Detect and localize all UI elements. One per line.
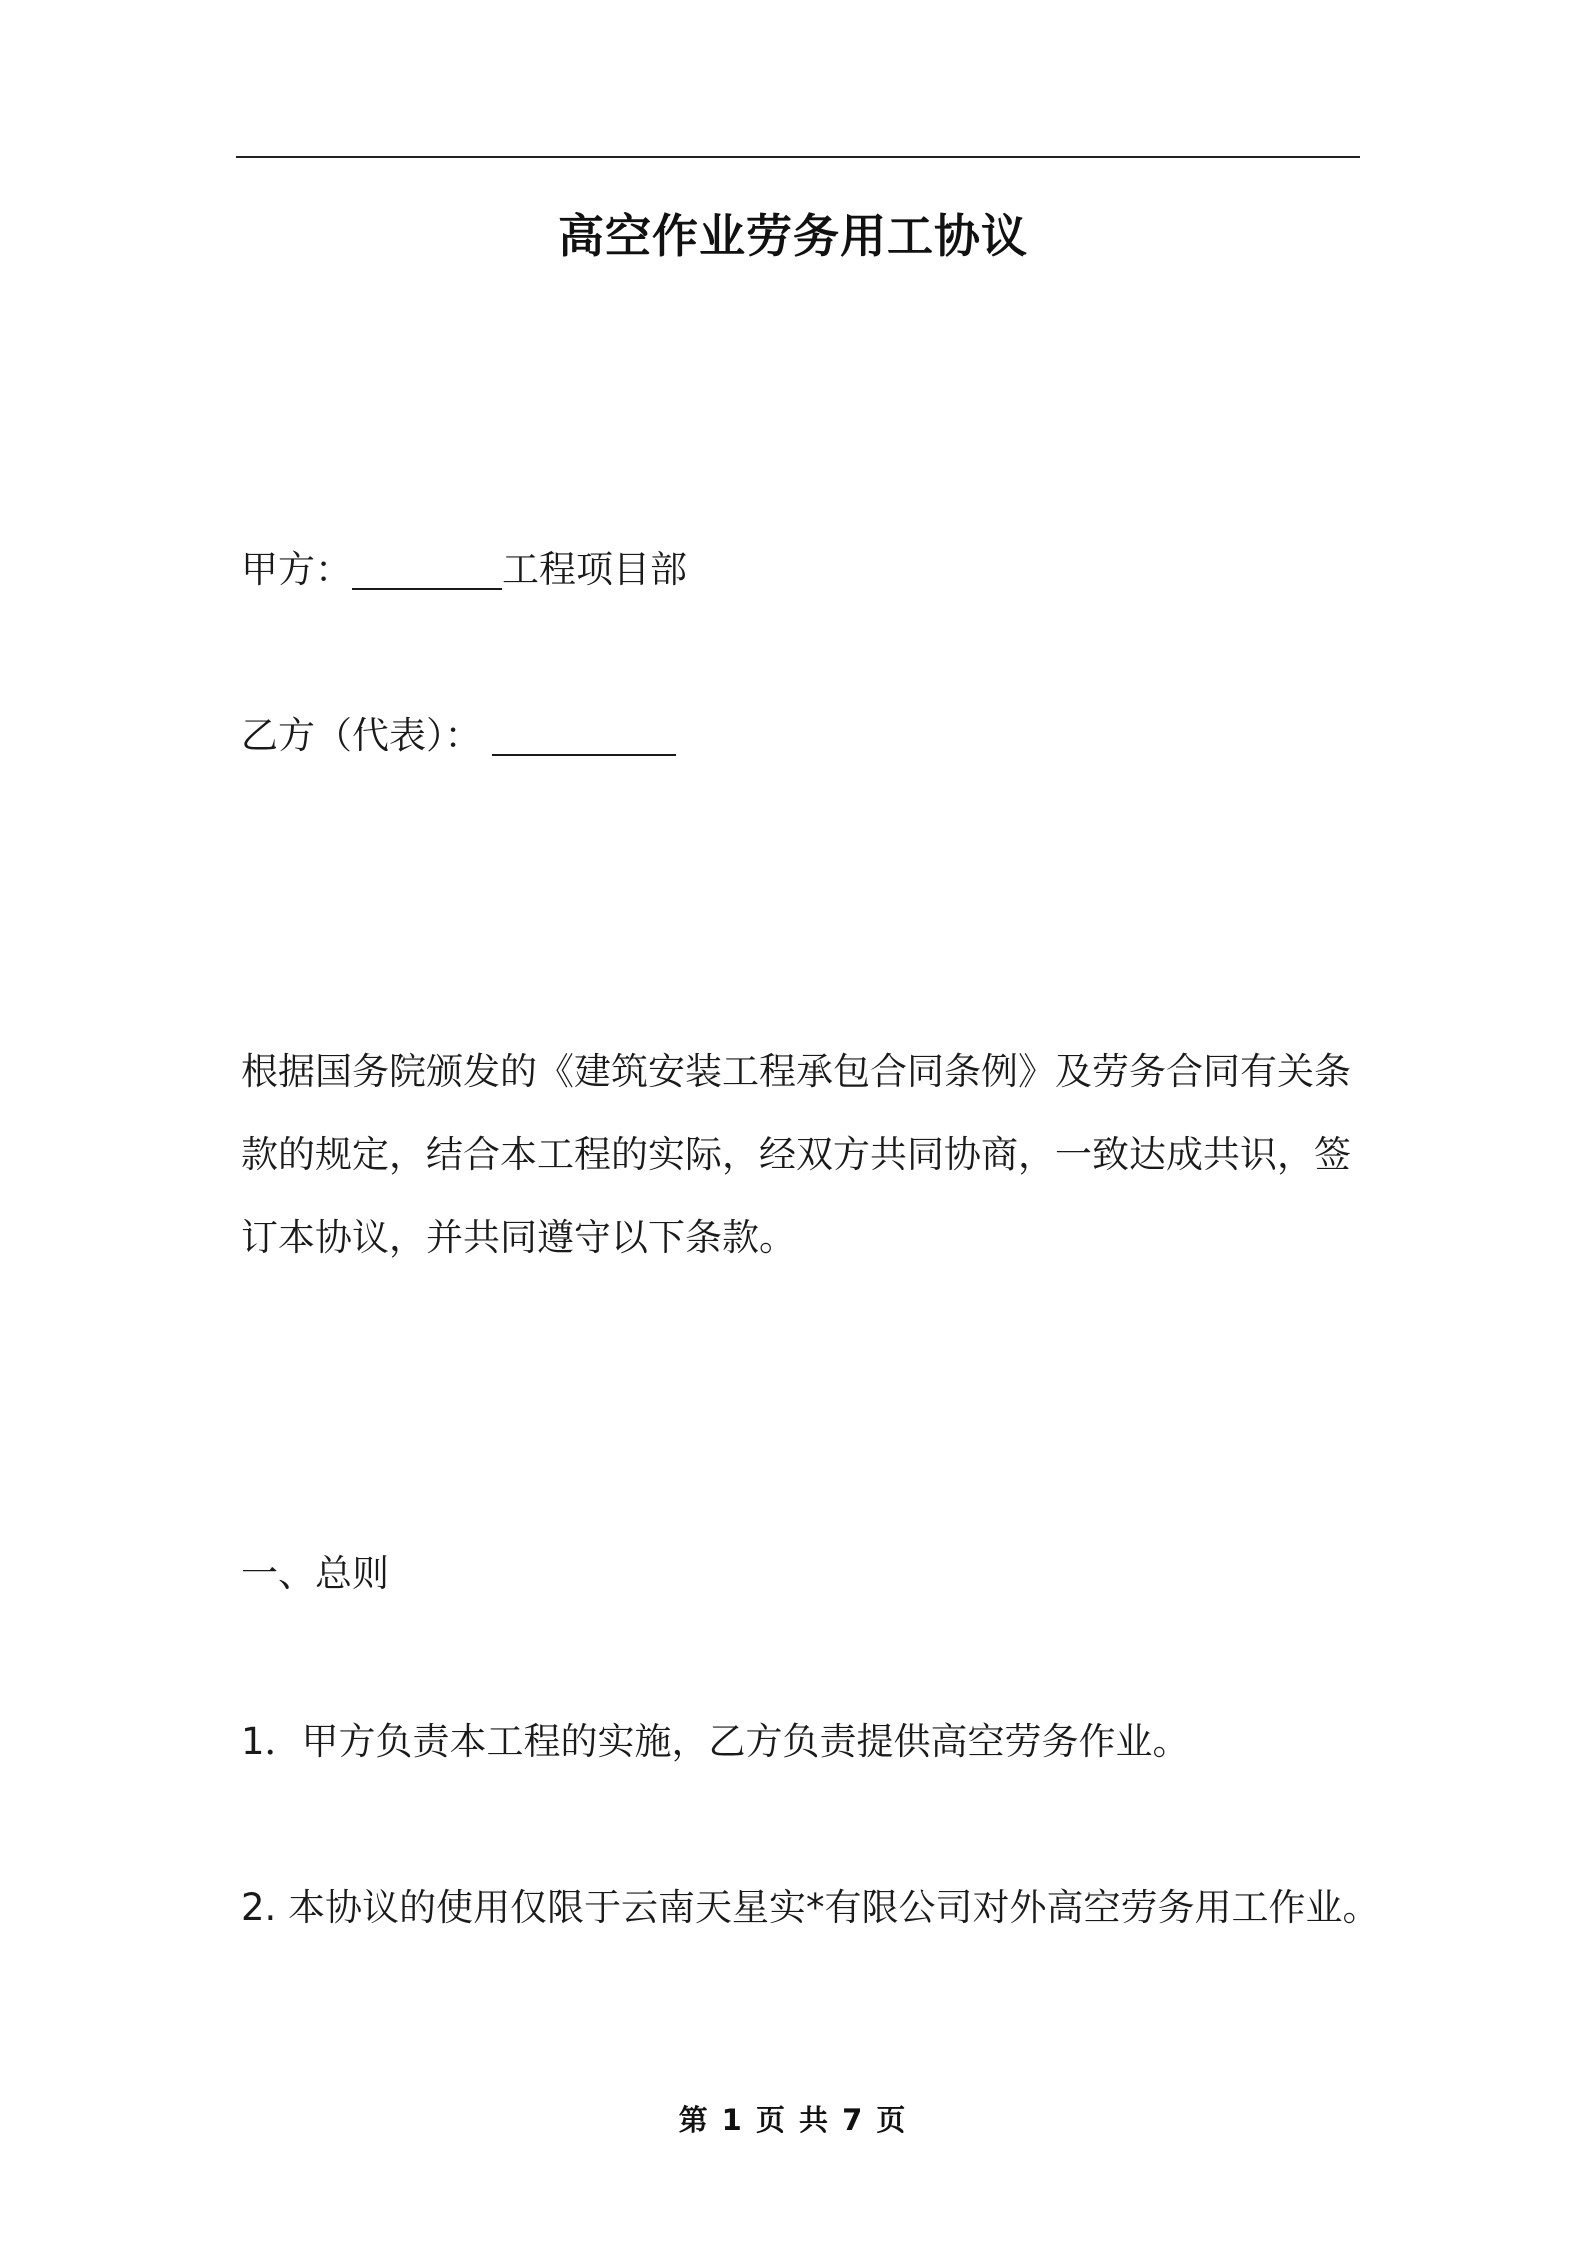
section-heading: 一、总则 xyxy=(241,1552,389,1595)
document-title: 高空作业劳务用工协议 xyxy=(558,209,1028,263)
preamble-line-2: 款的规定，结合本工程的实际，经双方共同协商，一致达成共识，签 xyxy=(241,1133,1351,1176)
clause-2: 2. 本协议的使用仅限于云南天星实*有限公司对外高空劳务用工作业。 xyxy=(241,1886,1380,1929)
party-b-line xyxy=(241,714,676,758)
party-b-label: 乙方（代表）： xyxy=(241,714,482,757)
party-a-line xyxy=(241,548,687,592)
party-b-blank xyxy=(492,716,676,756)
party-a-suffix: 工程项目部 xyxy=(502,548,687,591)
party-a-label: 甲方： xyxy=(241,548,352,591)
preamble-line-3: 订本协议，并共同遵守以下条款。 xyxy=(241,1216,796,1259)
header-rule xyxy=(236,156,1360,158)
preamble-line-1: 根据国务院颁发的《建筑安装工程承包合同条例》及劳务合同有关条 xyxy=(241,1050,1351,1093)
party-a-blank xyxy=(352,550,502,590)
page-number: 第 1 页 共 7 页 xyxy=(678,2103,908,2137)
clause-1: 1．甲方负责本工程的实施，乙方负责提供高空劳务作业。 xyxy=(241,1720,1190,1763)
